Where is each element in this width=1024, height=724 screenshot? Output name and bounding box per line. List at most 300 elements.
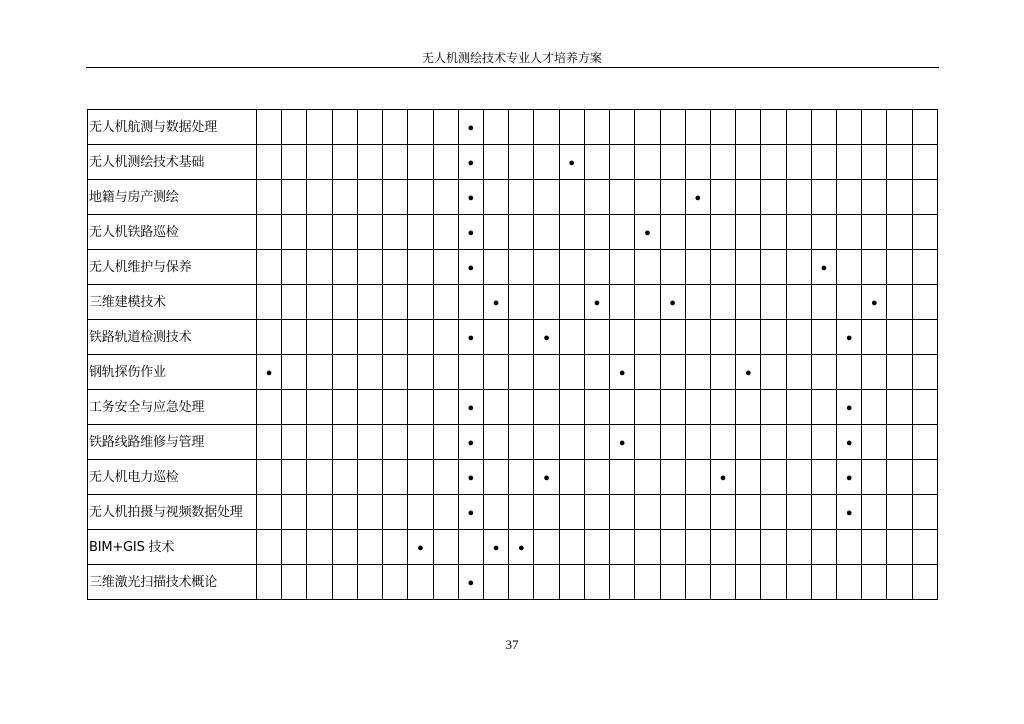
matrix-cell xyxy=(483,180,508,215)
support-mark-dot: ● xyxy=(845,506,853,519)
matrix-cell xyxy=(433,495,458,530)
matrix-cell xyxy=(509,460,534,495)
matrix-cell xyxy=(433,285,458,320)
matrix-cell xyxy=(660,355,685,390)
matrix-cell xyxy=(584,110,609,145)
matrix-cell xyxy=(761,320,786,355)
matrix-cell xyxy=(433,390,458,425)
matrix-cell xyxy=(862,110,887,145)
matrix-cell xyxy=(559,460,584,495)
matrix-cell xyxy=(837,565,862,600)
support-mark-dot: ● xyxy=(492,541,500,554)
matrix-cell xyxy=(282,355,307,390)
matrix-cell xyxy=(282,530,307,565)
matrix-cell xyxy=(534,110,559,145)
matrix-cell xyxy=(307,460,332,495)
support-mark-dot: ● xyxy=(467,506,475,519)
matrix-cell xyxy=(282,285,307,320)
matrix-cell xyxy=(458,110,483,145)
matrix-cell xyxy=(483,495,508,530)
course-name-cell: 无人机测绘技术基础 xyxy=(88,145,257,180)
matrix-cell xyxy=(761,495,786,530)
matrix-cell xyxy=(332,110,357,145)
matrix-cell xyxy=(736,250,761,285)
matrix-cell xyxy=(786,495,811,530)
matrix-cell xyxy=(837,250,862,285)
matrix-cell xyxy=(862,180,887,215)
table-row xyxy=(88,460,938,495)
matrix-cell xyxy=(534,285,559,320)
matrix-cell xyxy=(887,565,912,600)
matrix-cell xyxy=(282,215,307,250)
course-name-cell: 无人机航测与数据处理 xyxy=(88,110,257,145)
matrix-cell xyxy=(332,460,357,495)
support-mark-dot: ● xyxy=(543,331,550,344)
support-mark-dot: ● xyxy=(845,401,853,414)
matrix-cell xyxy=(509,565,534,600)
matrix-cell xyxy=(458,285,483,320)
matrix-cell xyxy=(408,285,433,320)
matrix-cell xyxy=(610,285,635,320)
matrix-cell xyxy=(710,495,735,530)
matrix-cell xyxy=(433,530,458,565)
matrix-cell xyxy=(433,215,458,250)
matrix-cell xyxy=(761,425,786,460)
matrix-cell xyxy=(887,145,912,180)
matrix-cell xyxy=(383,355,408,390)
matrix-cell xyxy=(509,425,534,460)
matrix-cell xyxy=(685,355,710,390)
matrix-cell xyxy=(559,495,584,530)
matrix-cell xyxy=(357,320,382,355)
matrix-cell xyxy=(736,565,761,600)
matrix-cell xyxy=(584,215,609,250)
matrix-cell xyxy=(534,180,559,215)
support-mark-dot: ● xyxy=(694,191,702,204)
matrix-cell xyxy=(332,495,357,530)
matrix-cell xyxy=(736,180,761,215)
matrix-cell xyxy=(635,250,660,285)
matrix-cell xyxy=(584,565,609,600)
matrix-cell xyxy=(509,215,534,250)
course-name-cell: 铁路线路维修与管理 xyxy=(88,425,257,460)
support-mark-dot: ● xyxy=(568,156,576,169)
matrix-cell xyxy=(307,250,332,285)
support-mark-dot: ● xyxy=(265,366,273,379)
matrix-cell xyxy=(635,530,660,565)
matrix-cell xyxy=(483,460,508,495)
matrix-cell xyxy=(534,250,559,285)
matrix-cell xyxy=(862,145,887,180)
matrix-cell xyxy=(257,215,282,250)
matrix-cell xyxy=(559,355,584,390)
matrix-cell xyxy=(433,425,458,460)
matrix-cell xyxy=(887,530,912,565)
table-row xyxy=(88,320,938,355)
matrix-cell xyxy=(458,180,483,215)
support-mark-dot: ● xyxy=(669,296,676,309)
matrix-cell xyxy=(837,530,862,565)
matrix-cell xyxy=(257,425,282,460)
matrix-cell xyxy=(584,530,609,565)
matrix-cell xyxy=(912,495,937,530)
matrix-cell xyxy=(534,145,559,180)
matrix-cell xyxy=(837,495,862,530)
matrix-cell xyxy=(559,565,584,600)
matrix-cell xyxy=(761,250,786,285)
matrix-cell xyxy=(710,215,735,250)
matrix-cell xyxy=(433,355,458,390)
support-mark-dot: ● xyxy=(618,436,626,449)
matrix-cell xyxy=(257,460,282,495)
matrix-cell xyxy=(257,355,282,390)
matrix-cell xyxy=(736,110,761,145)
matrix-cell xyxy=(458,390,483,425)
matrix-cell xyxy=(811,285,836,320)
support-mark-dot: ● xyxy=(467,191,475,204)
support-mark-dot: ● xyxy=(744,366,752,379)
matrix-cell xyxy=(811,180,836,215)
matrix-cell xyxy=(635,285,660,320)
matrix-cell xyxy=(408,425,433,460)
matrix-cell xyxy=(307,285,332,320)
matrix-cell xyxy=(282,495,307,530)
course-matrix-body xyxy=(88,110,938,600)
matrix-cell xyxy=(483,390,508,425)
matrix-cell xyxy=(811,145,836,180)
matrix-cell xyxy=(534,460,559,495)
matrix-cell xyxy=(610,180,635,215)
matrix-cell xyxy=(837,110,862,145)
support-mark-dot: ● xyxy=(845,471,853,484)
matrix-cell xyxy=(307,425,332,460)
matrix-cell xyxy=(660,390,685,425)
matrix-cell xyxy=(509,250,534,285)
matrix-cell xyxy=(307,390,332,425)
matrix-cell xyxy=(786,390,811,425)
page-header-title: 无人机测绘技术专业人才培养方案 xyxy=(421,51,602,65)
matrix-cell xyxy=(357,180,382,215)
course-name-cell: 铁路轨道检测技术 xyxy=(88,320,257,355)
matrix-cell xyxy=(408,460,433,495)
matrix-cell xyxy=(660,250,685,285)
matrix-cell xyxy=(357,390,382,425)
matrix-cell xyxy=(635,390,660,425)
matrix-cell xyxy=(458,215,483,250)
matrix-cell xyxy=(912,180,937,215)
table-row xyxy=(88,180,938,215)
matrix-cell xyxy=(610,320,635,355)
matrix-cell xyxy=(534,425,559,460)
matrix-cell xyxy=(534,320,559,355)
matrix-cell xyxy=(584,285,609,320)
matrix-cell xyxy=(584,425,609,460)
matrix-cell xyxy=(534,215,559,250)
matrix-cell xyxy=(282,390,307,425)
support-mark-dot: ● xyxy=(871,296,878,309)
matrix-cell xyxy=(383,425,408,460)
matrix-cell xyxy=(458,355,483,390)
matrix-cell xyxy=(458,495,483,530)
matrix-cell xyxy=(660,495,685,530)
matrix-cell xyxy=(509,390,534,425)
matrix-cell xyxy=(483,320,508,355)
matrix-cell xyxy=(710,355,735,390)
matrix-cell xyxy=(786,145,811,180)
matrix-cell xyxy=(610,495,635,530)
matrix-cell xyxy=(559,530,584,565)
matrix-cell xyxy=(660,285,685,320)
matrix-cell xyxy=(307,145,332,180)
course-name-cell: 地籍与房产测绘 xyxy=(88,180,257,215)
matrix-cell xyxy=(332,355,357,390)
matrix-cell xyxy=(383,110,408,145)
support-mark-dot: ● xyxy=(467,331,475,344)
matrix-cell xyxy=(307,215,332,250)
matrix-cell xyxy=(862,320,887,355)
matrix-cell xyxy=(433,460,458,495)
matrix-cell xyxy=(685,285,710,320)
matrix-cell xyxy=(811,110,836,145)
matrix-cell xyxy=(559,215,584,250)
matrix-cell xyxy=(811,495,836,530)
matrix-cell xyxy=(307,495,332,530)
matrix-cell xyxy=(862,425,887,460)
matrix-cell xyxy=(736,460,761,495)
matrix-cell xyxy=(685,530,710,565)
matrix-cell xyxy=(660,110,685,145)
matrix-cell xyxy=(811,215,836,250)
matrix-cell xyxy=(685,390,710,425)
matrix-cell xyxy=(257,565,282,600)
matrix-cell xyxy=(685,215,710,250)
matrix-cell xyxy=(912,355,937,390)
matrix-cell xyxy=(736,285,761,320)
matrix-cell xyxy=(710,530,735,565)
matrix-cell xyxy=(710,460,735,495)
matrix-cell xyxy=(786,250,811,285)
matrix-cell xyxy=(357,565,382,600)
matrix-cell xyxy=(332,215,357,250)
matrix-cell xyxy=(458,145,483,180)
matrix-cell xyxy=(761,565,786,600)
matrix-cell xyxy=(458,565,483,600)
table-row xyxy=(88,495,938,530)
matrix-cell xyxy=(408,530,433,565)
matrix-cell xyxy=(584,460,609,495)
matrix-cell xyxy=(786,285,811,320)
matrix-cell xyxy=(458,425,483,460)
matrix-cell xyxy=(610,110,635,145)
matrix-cell xyxy=(912,565,937,600)
matrix-cell xyxy=(710,110,735,145)
matrix-cell xyxy=(332,285,357,320)
matrix-cell xyxy=(408,390,433,425)
matrix-cell xyxy=(257,495,282,530)
matrix-cell xyxy=(483,565,508,600)
matrix-cell xyxy=(433,565,458,600)
matrix-cell xyxy=(786,460,811,495)
matrix-cell xyxy=(307,355,332,390)
support-mark-dot: ● xyxy=(492,296,500,309)
matrix-cell xyxy=(660,320,685,355)
matrix-cell xyxy=(837,390,862,425)
table-row xyxy=(88,250,938,285)
matrix-cell xyxy=(458,530,483,565)
matrix-cell xyxy=(483,285,508,320)
matrix-cell xyxy=(912,285,937,320)
matrix-cell xyxy=(811,565,836,600)
matrix-cell xyxy=(282,460,307,495)
matrix-cell xyxy=(736,530,761,565)
matrix-cell xyxy=(837,145,862,180)
matrix-cell xyxy=(761,390,786,425)
matrix-cell xyxy=(584,180,609,215)
matrix-cell xyxy=(483,110,508,145)
table-row xyxy=(88,355,938,390)
matrix-cell xyxy=(912,460,937,495)
matrix-cell xyxy=(710,285,735,320)
table-row xyxy=(88,215,938,250)
matrix-cell xyxy=(282,110,307,145)
matrix-cell xyxy=(408,110,433,145)
matrix-cell xyxy=(685,320,710,355)
matrix-cell xyxy=(862,530,887,565)
matrix-cell xyxy=(710,320,735,355)
matrix-cell xyxy=(685,425,710,460)
course-matrix-table xyxy=(87,109,938,600)
matrix-cell xyxy=(408,565,433,600)
matrix-cell xyxy=(912,390,937,425)
matrix-cell xyxy=(710,390,735,425)
matrix-cell xyxy=(710,250,735,285)
matrix-cell xyxy=(887,355,912,390)
matrix-cell xyxy=(257,250,282,285)
matrix-cell xyxy=(357,460,382,495)
support-mark-dot: ● xyxy=(467,436,475,449)
matrix-cell xyxy=(509,145,534,180)
matrix-cell xyxy=(887,390,912,425)
matrix-cell xyxy=(786,320,811,355)
matrix-cell xyxy=(610,530,635,565)
matrix-cell xyxy=(559,390,584,425)
matrix-cell xyxy=(383,180,408,215)
matrix-cell xyxy=(837,180,862,215)
matrix-cell xyxy=(307,565,332,600)
support-mark-dot: ● xyxy=(644,226,651,239)
matrix-cell xyxy=(887,250,912,285)
support-mark-dot: ● xyxy=(467,576,475,589)
matrix-cell xyxy=(257,285,282,320)
matrix-cell xyxy=(509,530,534,565)
matrix-cell xyxy=(509,495,534,530)
matrix-cell xyxy=(458,250,483,285)
matrix-cell xyxy=(433,180,458,215)
matrix-cell xyxy=(635,495,660,530)
matrix-cell xyxy=(811,425,836,460)
table-row xyxy=(88,565,938,600)
matrix-cell xyxy=(408,215,433,250)
matrix-cell xyxy=(610,390,635,425)
matrix-cell xyxy=(559,180,584,215)
matrix-cell xyxy=(761,460,786,495)
matrix-cell xyxy=(862,495,887,530)
matrix-cell xyxy=(307,320,332,355)
matrix-cell xyxy=(685,250,710,285)
matrix-cell xyxy=(408,355,433,390)
table-row xyxy=(88,110,938,145)
matrix-cell xyxy=(257,390,282,425)
matrix-cell xyxy=(761,530,786,565)
matrix-cell xyxy=(660,180,685,215)
matrix-cell xyxy=(862,285,887,320)
course-name-cell: BIM+GIS 技术 xyxy=(88,530,257,565)
matrix-cell xyxy=(811,460,836,495)
matrix-cell xyxy=(610,355,635,390)
matrix-cell xyxy=(685,145,710,180)
matrix-cell xyxy=(483,250,508,285)
matrix-cell xyxy=(559,110,584,145)
support-mark-dot: ● xyxy=(467,401,475,414)
matrix-cell xyxy=(534,565,559,600)
matrix-cell xyxy=(483,425,508,460)
header-rule xyxy=(86,67,939,68)
support-mark-dot: ● xyxy=(467,226,475,239)
matrix-cell xyxy=(534,530,559,565)
matrix-cell xyxy=(887,320,912,355)
matrix-cell xyxy=(912,110,937,145)
matrix-cell xyxy=(584,320,609,355)
matrix-cell xyxy=(736,495,761,530)
matrix-cell xyxy=(710,565,735,600)
matrix-cell xyxy=(282,425,307,460)
matrix-cell xyxy=(811,390,836,425)
matrix-cell xyxy=(736,320,761,355)
support-mark-dot: ● xyxy=(467,261,475,274)
matrix-cell xyxy=(786,110,811,145)
matrix-cell xyxy=(786,180,811,215)
matrix-cell xyxy=(257,145,282,180)
matrix-cell xyxy=(357,355,382,390)
matrix-cell xyxy=(811,320,836,355)
matrix-cell xyxy=(635,425,660,460)
matrix-cell xyxy=(383,390,408,425)
matrix-cell xyxy=(811,355,836,390)
matrix-cell xyxy=(837,460,862,495)
matrix-cell xyxy=(383,285,408,320)
matrix-cell xyxy=(912,425,937,460)
matrix-cell xyxy=(685,180,710,215)
matrix-cell xyxy=(811,530,836,565)
matrix-cell xyxy=(559,320,584,355)
matrix-cell xyxy=(383,495,408,530)
matrix-cell xyxy=(610,425,635,460)
matrix-cell xyxy=(332,320,357,355)
matrix-cell xyxy=(862,460,887,495)
course-name-cell: 无人机维护与保养 xyxy=(88,250,257,285)
course-name-cell: 无人机拍摄与视频数据处理 xyxy=(88,495,257,530)
matrix-cell xyxy=(509,285,534,320)
matrix-cell xyxy=(862,250,887,285)
matrix-cell xyxy=(534,390,559,425)
matrix-cell xyxy=(357,495,382,530)
matrix-cell xyxy=(257,110,282,145)
matrix-cell xyxy=(383,320,408,355)
matrix-cell xyxy=(786,530,811,565)
matrix-cell xyxy=(383,145,408,180)
support-mark-dot: ● xyxy=(845,436,853,449)
matrix-cell xyxy=(483,215,508,250)
